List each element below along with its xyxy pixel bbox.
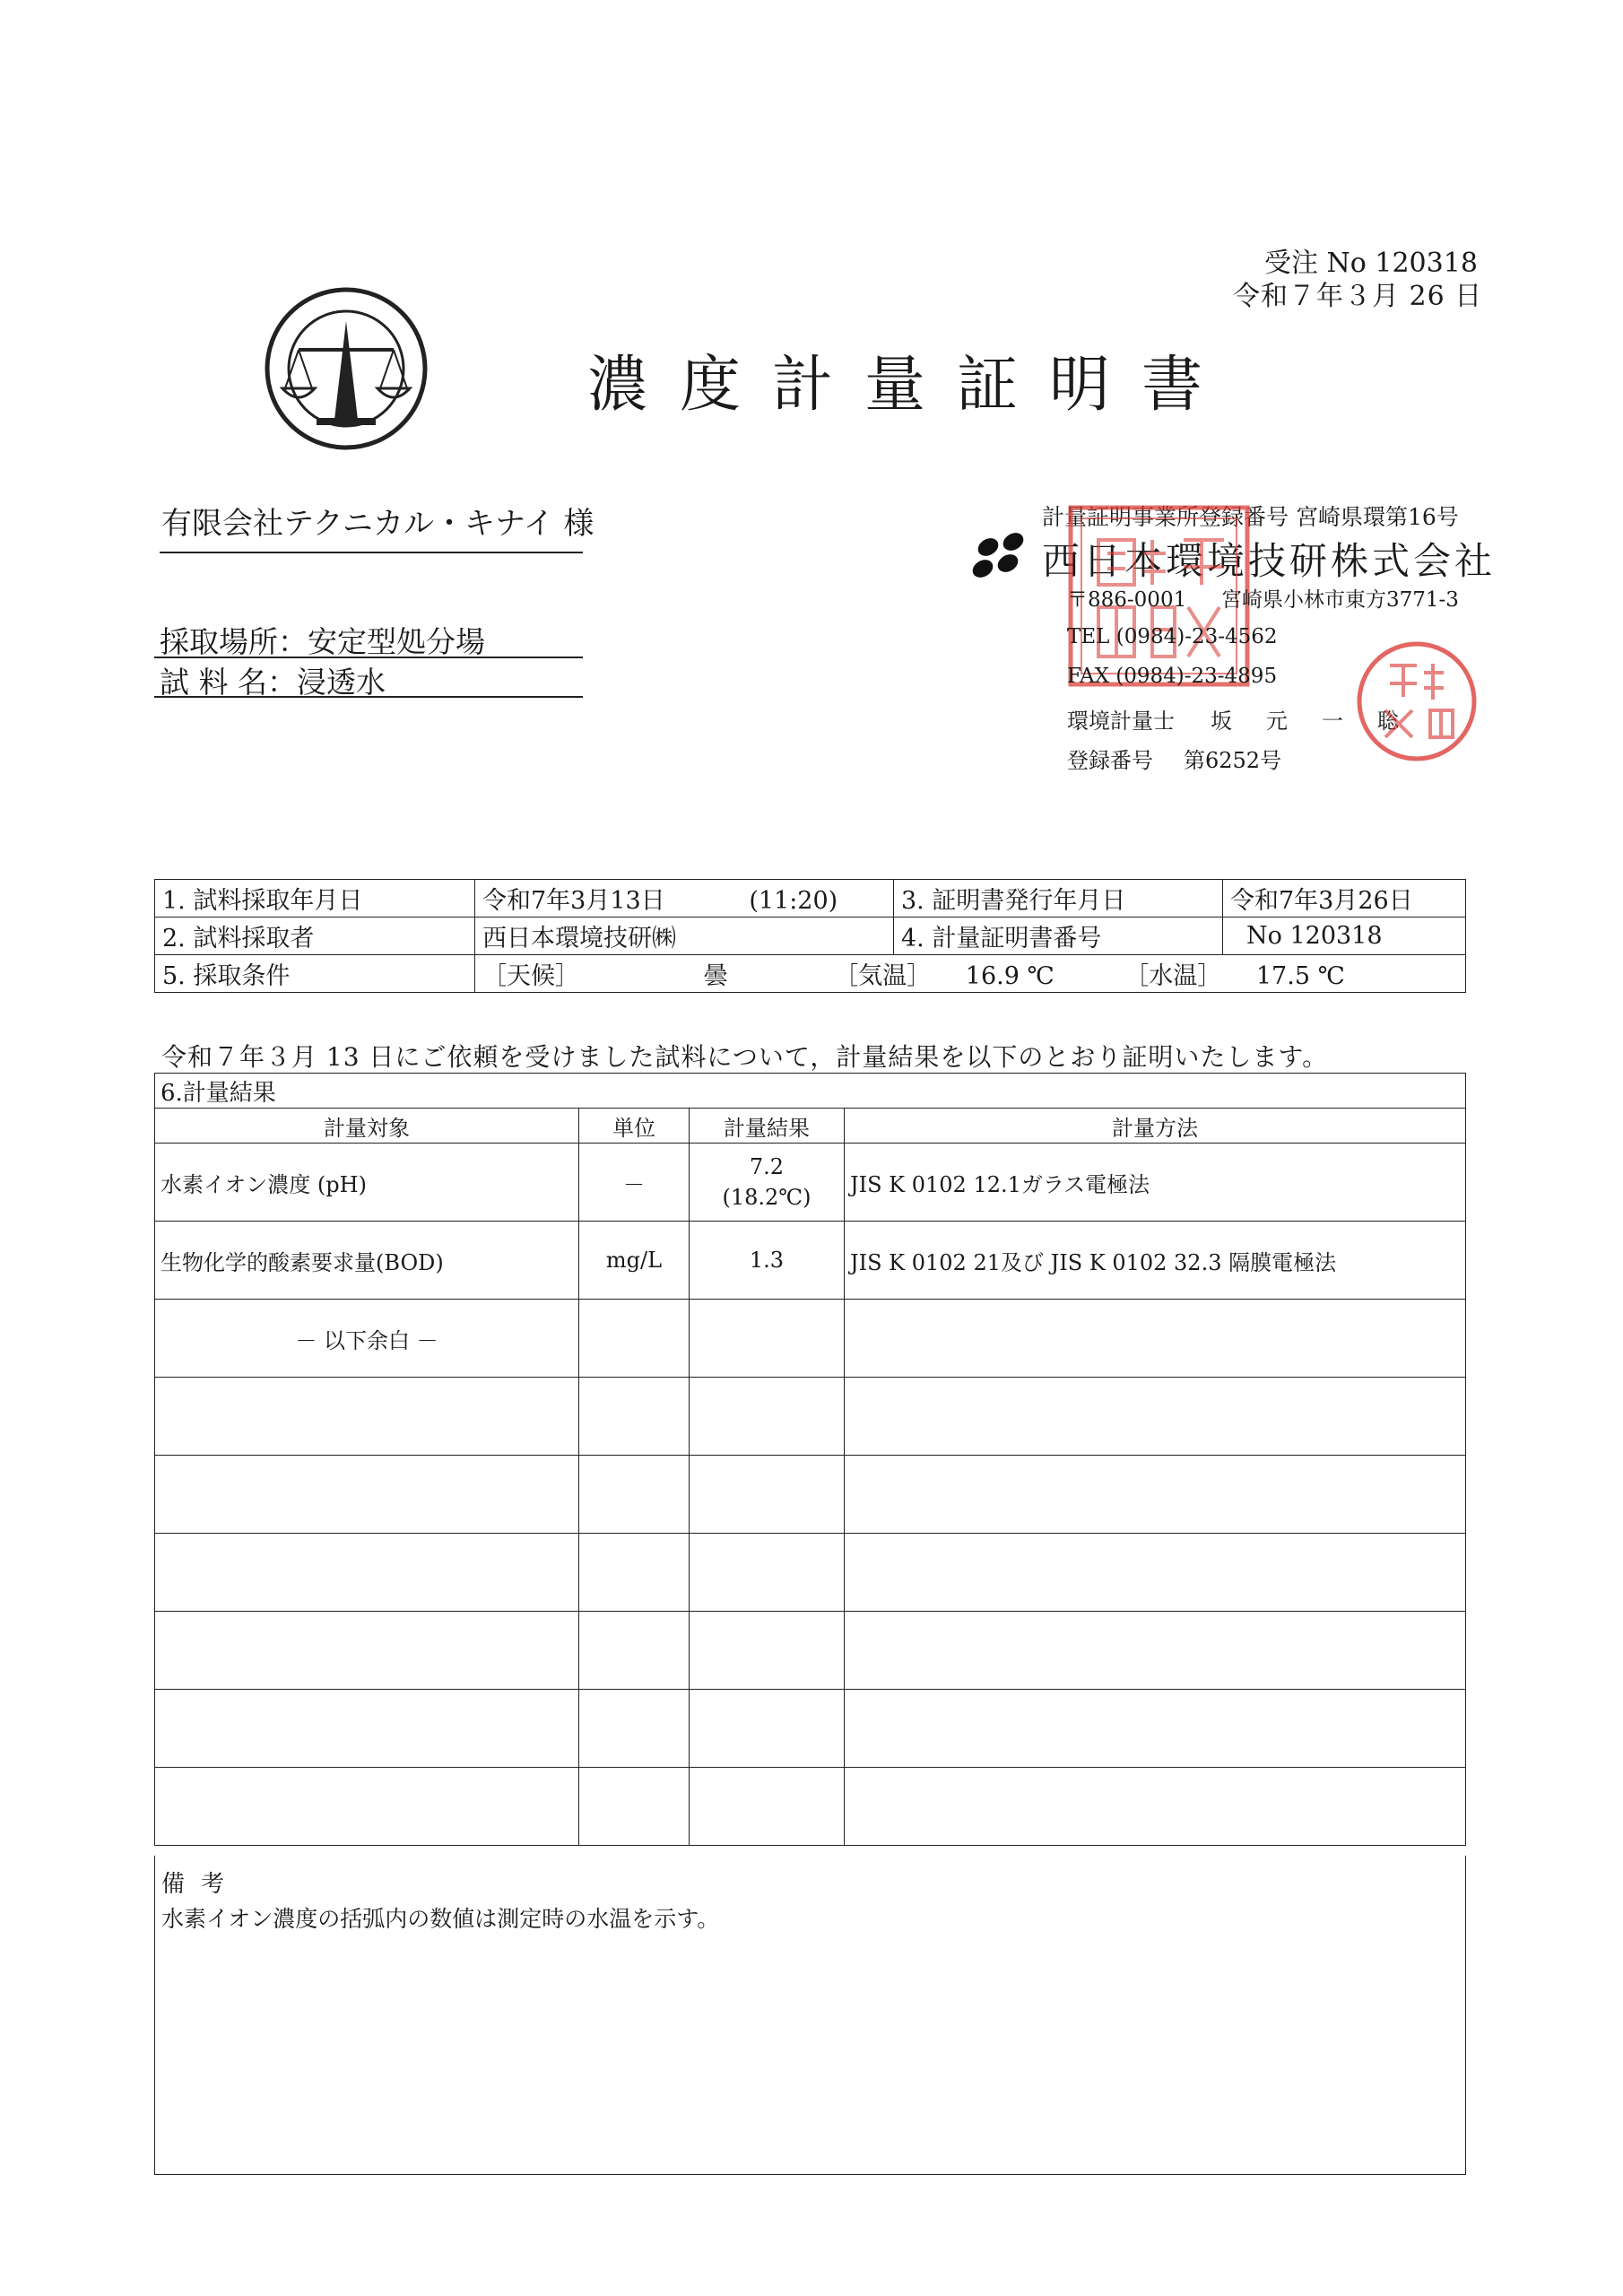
company-name: 西日本環境技研株式会社 [1042, 539, 1497, 583]
info-label: 3. 証明書発行年月日 [894, 880, 1223, 918]
empty-cell [579, 1690, 690, 1768]
personal-seal-stamp [1354, 639, 1480, 764]
certifier-title: 環境計量士 [1067, 709, 1175, 734]
scale-seal-icon [263, 285, 430, 452]
weather-label: ［天候］ [482, 962, 579, 990]
empty-cell [155, 1612, 579, 1690]
measurement-target: 生物化学的酸素要求量(BOD) [155, 1222, 579, 1300]
remarks-text: 水素イオン濃度の括弧内の数値は測定時の水温を示す。 [161, 1906, 720, 1932]
sampling-time: (11:20) [749, 887, 838, 915]
empty-cell [579, 1612, 690, 1690]
issue-date: 令和７年３月 26 日 [1233, 281, 1483, 312]
column-header: 計量方法 [845, 1109, 1466, 1144]
sampling-conditions [475, 955, 1466, 993]
results-table [154, 1073, 1466, 1846]
empty-cell [690, 1768, 845, 1846]
table-row [155, 1534, 1466, 1612]
column-header: 計量結果 [690, 1109, 845, 1144]
info-value: 令和7年3月26日 [1223, 880, 1466, 918]
measurement-target: 水素イオン濃度 (pH) [155, 1144, 579, 1222]
info-value: No 120318 [1223, 918, 1466, 955]
empty-cell [845, 1378, 1466, 1456]
info-value: 西日本環境技研㈱ [475, 918, 894, 955]
table-row [155, 1768, 1466, 1846]
empty-cell [155, 1690, 579, 1768]
weather-value: 曇 [703, 962, 728, 990]
info-label: 1. 試料採取年月日 [155, 880, 475, 918]
company-fax: FAX (0984)-23-4895 [1067, 665, 1278, 688]
empty-cell [579, 1456, 690, 1534]
sampling-place: 採取場所：安定型処分場 [160, 624, 485, 659]
result-water-temp: (18.2℃) [722, 1185, 812, 1210]
remarks-label: 備考 [161, 1871, 241, 1898]
table-row [155, 1074, 1466, 1109]
empty-cell [579, 1300, 690, 1378]
empty-cell [579, 1534, 690, 1612]
empty-cell [845, 1768, 1466, 1846]
company-logo-icon [968, 529, 1040, 583]
certification-statement: 令和７年３月 13 日にご依頼を受けました試料について，計量結果を以下のとおり証明いたします。 [161, 1042, 1329, 1072]
divider [154, 696, 583, 698]
info-value [475, 880, 894, 918]
table-row [155, 1300, 1466, 1378]
results-section-title: 6.計量結果 [155, 1074, 1466, 1109]
measurement-result [690, 1144, 845, 1222]
blank-note: － 以下余白 － [155, 1300, 579, 1378]
empty-cell [845, 1534, 1466, 1612]
water-temp-value: 17.5 ℃ [1255, 962, 1345, 990]
empty-cell [845, 1690, 1466, 1768]
sample-info-table [154, 879, 1466, 993]
measurement-method: JIS K 0102 12.1ガラス電極法 [845, 1144, 1466, 1222]
empty-cell [690, 1378, 845, 1456]
certifier-name: 坂元一聡 [1211, 709, 1433, 734]
table-row [155, 1378, 1466, 1456]
measurement-unit: － [579, 1144, 690, 1222]
empty-cell [690, 1690, 845, 1768]
postal-code: 〒886-0001 [1067, 588, 1187, 612]
column-header: 計量対象 [155, 1109, 579, 1144]
document-title: 濃度計量証明書 [587, 350, 1235, 421]
client-name: 有限会社テクニカル・キナイ 様 [160, 499, 583, 553]
table-row [155, 1144, 1466, 1222]
table-header-row [155, 1109, 1466, 1144]
empty-cell [690, 1456, 845, 1534]
empty-cell [579, 1378, 690, 1456]
table-row [155, 1222, 1466, 1300]
info-label: 4. 計量証明書番号 [894, 918, 1223, 955]
sampling-date: 令和7年3月13日 [482, 887, 665, 915]
certifier-reg-number: 第6252号 [1184, 748, 1282, 773]
empty-cell [845, 1612, 1466, 1690]
measurement-method: JIS K 0102 21及び JIS K 0102 32.3 隔膜電極法 [845, 1222, 1466, 1300]
measurement-result: 1.3 [690, 1222, 845, 1300]
order-number: 受注 No 120318 [1264, 248, 1478, 279]
table-row [155, 1456, 1466, 1534]
table-row [155, 880, 1466, 918]
column-header: 単位 [579, 1109, 690, 1144]
empty-cell [690, 1612, 845, 1690]
table-row [155, 918, 1466, 955]
air-temp-label: ［気温］ [834, 962, 932, 990]
empty-cell [579, 1768, 690, 1846]
table-row [155, 1612, 1466, 1690]
empty-cell [155, 1534, 579, 1612]
water-temp-label: ［水温］ [1124, 962, 1222, 990]
certifier-reg-label: 登録番号 [1067, 748, 1153, 773]
divider [154, 657, 583, 658]
empty-cell [690, 1300, 845, 1378]
empty-cell [690, 1534, 845, 1612]
table-row [155, 1690, 1466, 1768]
air-temp-value: 16.9 ℃ [965, 962, 1055, 990]
empty-cell [845, 1300, 1466, 1378]
table-row [155, 955, 1466, 993]
info-label: 2. 試料採取者 [155, 918, 475, 955]
empty-cell [155, 1768, 579, 1846]
empty-cell [155, 1378, 579, 1456]
sample-name: 試 料 名：浸透水 [160, 665, 386, 700]
company-address: 宮崎県小林市東方3771-3 [1221, 588, 1459, 612]
company-tel: TEL (0984)-23-4562 [1067, 625, 1278, 648]
info-label: 5. 採取条件 [155, 955, 475, 993]
result-value: 7.2 [749, 1154, 785, 1179]
empty-cell [845, 1456, 1466, 1534]
company-registration: 計量証明事業所登録番号 宮崎県環第16号 [1042, 504, 1459, 530]
measurement-unit: mg/L [579, 1222, 690, 1300]
empty-cell [155, 1456, 579, 1534]
